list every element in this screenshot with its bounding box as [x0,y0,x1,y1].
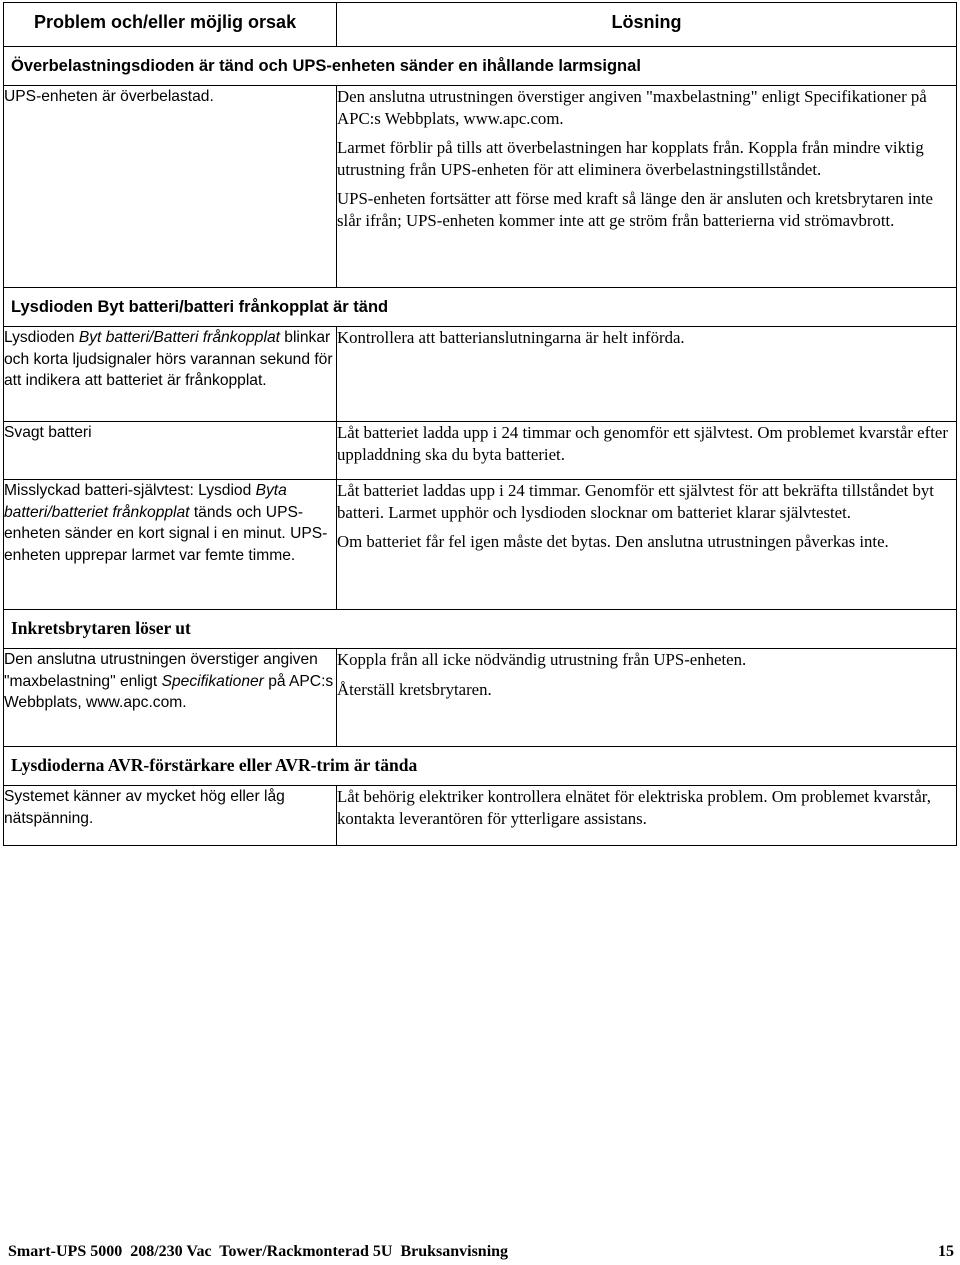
problem-cell [4,480,337,610]
problem-column-header [4,3,337,47]
problem-text [4,327,336,392]
solution-text: Den anslutna utrustningen överstiger angiven "maxbelastning" enligt Specifikationer på APC:s Webbplats, www.apc.com. [337,87,927,128]
led-name-italic: Byta batteri/batteriet frånkopplat [4,482,287,521]
solution-text: Koppla från all icke nödvändig utrustning från UPS-enheten. [337,650,747,669]
problem-cell [4,422,337,480]
problem-text-part: Lysdioden [4,329,79,346]
solution-text: Larmet förblir på tills att överbelastningen har kopplats från. Koppla från mindre viktig utrustning från UPS-enheten för att eliminera överbelastningstillståndet. [337,138,924,179]
solution-text: Låt batteriet laddas upp i 24 timmar. Genomför ett självtest för att bekräfta tillståndet byt batteri. Larmet upphör och lysdioden slocknar om batteriet klarar självtestet. [337,481,934,522]
solution-column-header [337,3,957,47]
solution-cell [337,327,957,422]
solution-cell [337,786,957,846]
problem-text [4,649,336,714]
problem-text: Svagt batteri [4,424,92,441]
table-header-row [4,3,957,47]
table-row [4,86,957,288]
solution-text: Låt batteriet ladda upp i 24 timmar och genomför ett självtest. Om problemet kvarstår efter uppladdning ska du byta batteriet. [337,423,948,464]
section-title-row [4,47,957,86]
problem-cell [4,786,337,846]
troubleshooting-table [3,2,957,846]
solution-text: Återställ kretsbrytaren. [337,679,492,699]
solution-column-title: Lösning [611,12,682,32]
section-title-overload: Överbelastningsdioden är tänd och UPS-enheten sänder en ihållande larmsignal [11,57,641,75]
table-row [4,480,957,610]
problem-text-part: på APC:s Webbplats, www.apc.com. [4,672,334,711]
section-title-row [4,610,957,649]
problem-text: Systemet känner av mycket hög eller låg nätspänning. [4,788,285,827]
led-name-italic: Byt batteri/Batteri frånkopplat [78,329,280,346]
solution-cell [337,649,957,747]
problem-cell [4,649,337,747]
table-row [4,786,957,846]
problem-text-part: Misslyckad batteri-självtest: Lysdiod [4,482,256,499]
problem-cell [4,86,337,288]
spec-name-italic: Specifikationer [161,672,264,690]
page-footer [0,1243,960,1265]
solution-text: UPS-enheten fortsätter att förse med kraft så länge den är ansluten och kretsbrytaren inte slår ifrån; UPS-enheten kommer inte att ge ström från batterierna vid strömavbrott. [337,189,933,230]
solution-cell [337,422,957,480]
table-row [4,649,957,747]
problem-text-part: Den anslutna utrustningen överstiger angiven "maxbelastning" enligt [4,651,318,690]
problem-text-part: blinkar och korta ljudsignaler hörs varannan sekund för att indikera att batteriet är frånkopplat. [4,329,333,389]
footer-manual-title: Smart-UPS 5000 208/230 Vac Tower/Rackmonterad 5U Bruksanvisning [8,1243,509,1260]
section-title-circuit-breaker: Inkretsbrytaren löser ut [11,618,191,638]
solution-text: Om batteriet får fel igen måste det bytas. Den anslutna utrustningen påverkas inte. [337,532,889,551]
problem-column-title: Problem och/eller möjlig orsak [34,12,297,32]
table-row [4,422,957,480]
solution-cell [337,86,957,288]
section-title-row [4,288,957,327]
solution-cell [337,480,957,610]
solution-text: Kontrollera att batterianslutningarna är helt införda. [337,328,685,347]
problem-text [4,480,336,566]
solution-text: Låt behörig elektriker kontrollera elnätet för elektriska problem. Om problemet kvarstår, kontakta leverantören för ytterligare assistans. [337,787,931,828]
table-row [4,327,957,422]
problem-text-part: tänds och UPS-enheten sänder en kort signal i en minut. UPS-enheten upprepar larmet var femte timme. [4,503,328,564]
page-number: 15 [938,1243,954,1260]
problem-cell [4,327,337,422]
section-title-row [4,747,957,786]
problem-text: UPS-enheten är överbelastad. [4,88,214,105]
section-title-replace-battery: Lysdioden Byt batteri/batteri frånkopplat är tänd [11,298,389,316]
section-title-avr: Lysdioderna AVR-förstärkare eller AVR-trim är tända [11,755,418,775]
